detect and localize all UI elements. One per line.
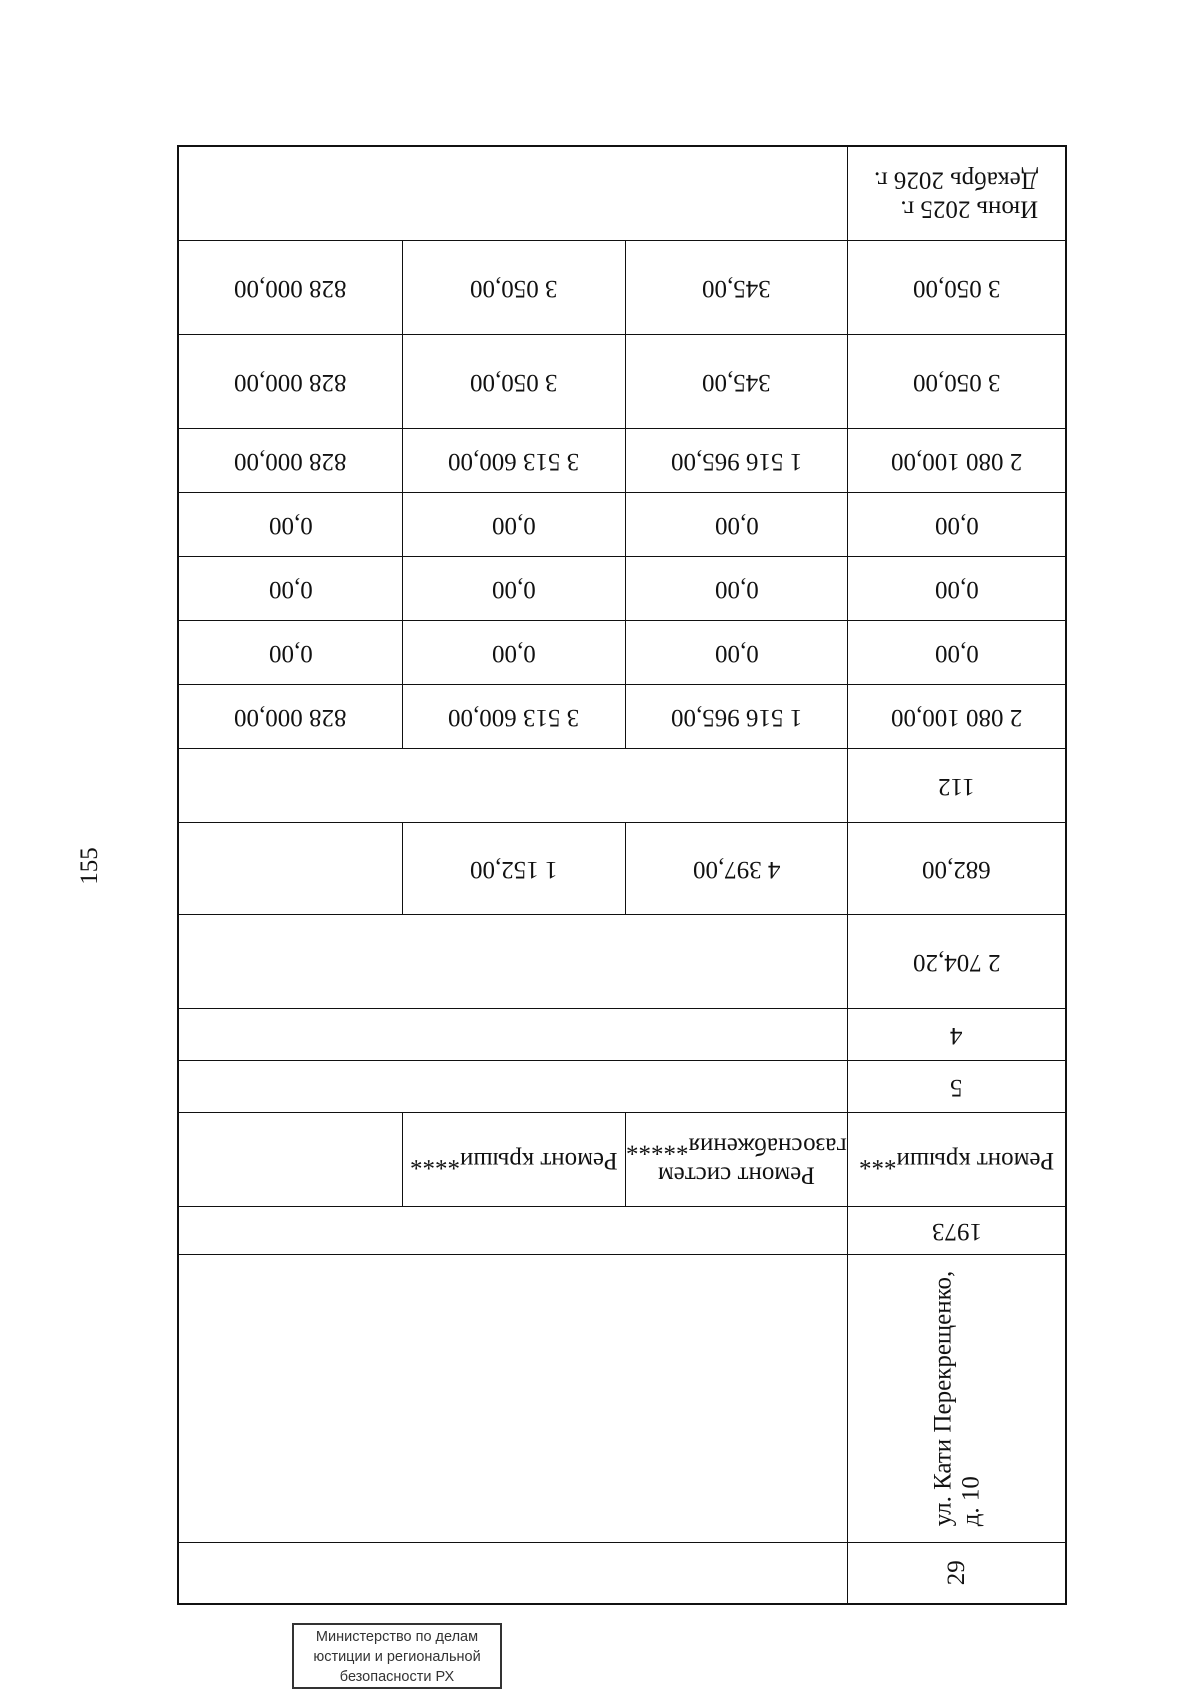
ministry-stamp: Министерство по делам юстиции и региональной безопасности РХ xyxy=(292,1623,502,1689)
floors-row: 5 xyxy=(179,1061,1065,1113)
cost-row: 0,00 0,00 0,00 0,00 xyxy=(179,493,1065,557)
work-type-gas: Ремонт систем газоснабжения***** xyxy=(626,1132,847,1189)
build-year: 1973 xyxy=(931,1217,982,1245)
row-number: 29 xyxy=(942,1560,970,1586)
work-type-row xyxy=(179,1113,1065,1207)
cost-row: 0,00 0,00 0,00 0,00 xyxy=(179,621,1065,685)
unit-cost-row: 1 152,00 4 397,00 682,00 xyxy=(179,823,1065,915)
address: ул. Кати Перекрещенко, д. 10 xyxy=(929,1270,984,1527)
cost-row: 828 000,00 3 513 600,00 1 516 965,00 2 080 100,00 xyxy=(179,429,1065,493)
cost-row: 828 000,00 3 050,00 345,00 3 050,00 xyxy=(179,241,1065,335)
address-row xyxy=(179,1255,1065,1543)
year-row xyxy=(179,1207,1065,1255)
count-row: 112 xyxy=(179,749,1065,823)
repair-table xyxy=(177,145,1067,1605)
page-number: 155 xyxy=(76,847,103,885)
work-type-roof: Ремонт крыши**** xyxy=(410,1146,618,1174)
cost-row: 828 000,00 3 050,00 345,00 3 050,00 xyxy=(179,335,1065,429)
area-row: 2 704,20 xyxy=(179,915,1065,1009)
cost-row: 0,00 0,00 0,00 0,00 xyxy=(179,557,1065,621)
schedule-period: Июнь 2025 г. Декабрь 2026 г. xyxy=(874,166,1039,223)
entrances-row: 4 xyxy=(179,1009,1065,1061)
cost-row: 828 000,00 3 513 600,00 1 516 965,00 2 080 100,00 xyxy=(179,685,1065,749)
work-type-roof: Ремонт крыши*** xyxy=(858,1146,1055,1174)
schedule-row xyxy=(179,147,1065,241)
number-row xyxy=(179,1543,1065,1603)
